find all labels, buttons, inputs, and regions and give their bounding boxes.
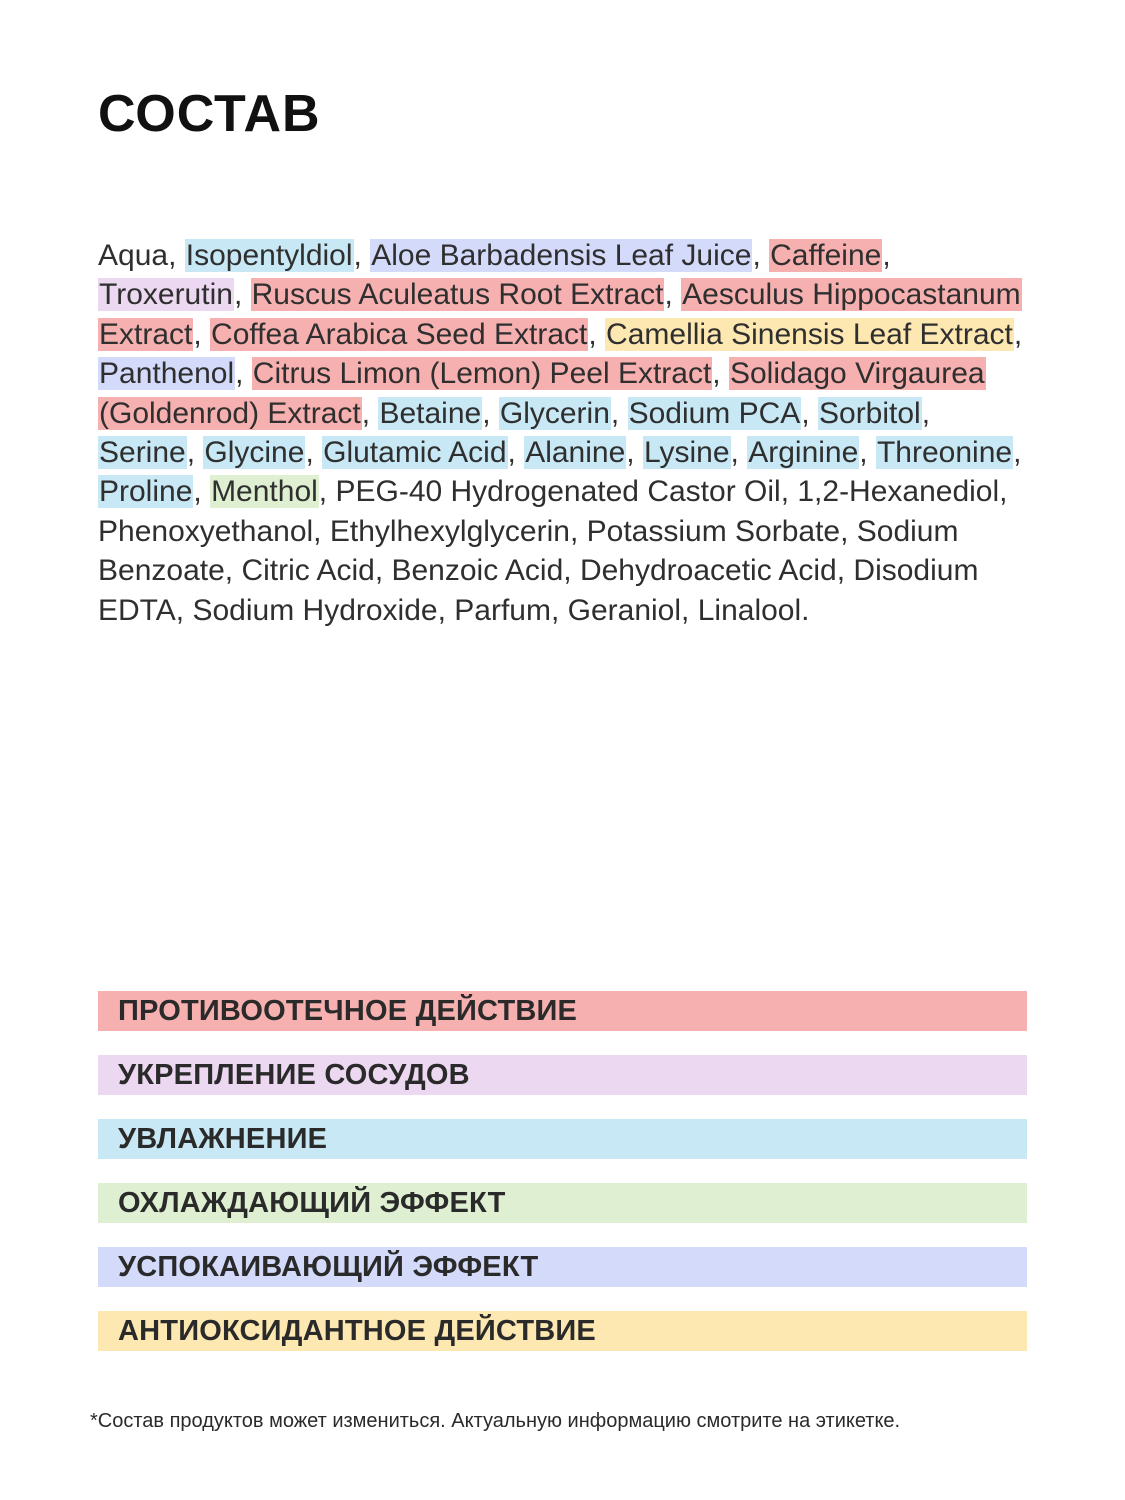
ingredient: Glycerin (499, 396, 610, 430)
ingredient: PEG-40 Hydrogenated Castor Oil (335, 475, 781, 509)
ingredient: Sorbitol (819, 396, 921, 430)
ingredient-separator: , (305, 436, 323, 470)
legend-row-soothing (98, 1247, 1027, 1287)
ingredient-separator: , (610, 396, 628, 430)
ingredient-separator: , (1013, 317, 1023, 351)
legend-label: УСПОКАИВАЮЩИЙ ЭФФЕКТ (118, 1250, 539, 1283)
ingredient: Disodium EDTA (98, 554, 979, 627)
ingredient-separator: , (801, 396, 818, 430)
ingredient-separator: , (193, 475, 211, 509)
ingredient-separator: , (752, 239, 770, 272)
ingredient-separator: , (563, 554, 580, 588)
ingredient: Camellia Sinensis Leaf Extract (606, 317, 1013, 351)
ingredient: Ethylhexylglycerin (329, 514, 570, 548)
ingredient: Lysine (643, 436, 730, 470)
ingredient: Glutamic Acid (323, 436, 507, 470)
ingredient-separator: , (193, 317, 211, 351)
ingredient-separator: , (836, 554, 854, 588)
ingredient: Isopentyldiol (185, 239, 353, 272)
ingredient: Sodium Hydroxide (192, 593, 438, 627)
ingredient-separator: , (235, 357, 252, 391)
legend-label: УКРЕПЛЕНИЕ СОСУДОВ (118, 1058, 470, 1091)
ingredient: Coffea Arabica Seed Extract (211, 317, 588, 351)
ingredient-separator: , (168, 239, 185, 272)
legend-label: УВЛАЖНЕНИЕ (118, 1122, 328, 1155)
ingredient: Benzoic Acid (391, 554, 564, 588)
ingredient-separator: , (626, 436, 643, 470)
ingredient-separator: , (921, 396, 931, 430)
ingredient-separator: , (361, 396, 379, 430)
ingredient: Citrus Limon (Lemon) Peel Extract (252, 357, 712, 391)
ingredient: Potassium Sorbate (586, 514, 841, 548)
ingredient: Aloe Barbadensis Leaf Juice (371, 239, 752, 272)
legend-label: ПРОТИВООТЕЧНОЕ ДЕЙСТВИЕ (118, 994, 578, 1027)
ingredient: Troxerutin (99, 278, 233, 312)
ingredient: Aesculus Hippocastanum Extract (99, 278, 1021, 351)
ingredient-separator: , (588, 317, 606, 351)
ingredient-separator: , (550, 593, 568, 627)
ingredient-separator: , (186, 436, 204, 470)
ingredient: Geraniol (567, 593, 682, 627)
ingredient: Proline (99, 475, 193, 509)
legend-row-moisturizing (98, 1119, 1027, 1159)
legend-row-cooling (98, 1183, 1027, 1223)
ingredient: Phenoxyethanol (98, 514, 314, 548)
legend-row-decongestant (98, 991, 1027, 1031)
ingredient: Linalool (697, 593, 802, 627)
legend-row-vessels (98, 1055, 1027, 1095)
ingredient: Dehydroacetic Acid (579, 554, 837, 588)
ingredient: Sodium PCA (628, 396, 801, 430)
ingredient: Betaine (379, 396, 482, 430)
legend-label: АНТИОКСИДАНТНОЕ ДЕЙСТВИЕ (118, 1314, 596, 1347)
ingredient-separator: . (801, 593, 810, 627)
ingredient: Aqua (98, 239, 169, 272)
ingredient: Glycine (204, 436, 305, 470)
ingredient-separator: , (840, 514, 857, 548)
ingredient-separator: , (1013, 436, 1022, 470)
ingredient-separator: , (313, 514, 330, 548)
ingredient: Citric Acid (241, 554, 375, 588)
ingredient: Threonine (876, 436, 1013, 470)
ingredient: 1,2-Hexanediol (797, 475, 1000, 509)
page-title: СОСТАВ (98, 85, 321, 143)
ingredient: Ruscus Aculeatus Root Extract (251, 278, 664, 312)
ingredient: Panthenol (99, 357, 235, 391)
ingredient-separator: , (507, 436, 525, 470)
ingredient-separator: , (233, 278, 251, 312)
ingredient: Sodium Benzoate (98, 514, 959, 588)
ingredient-separator: , (482, 396, 499, 430)
ingredient: Menthol (211, 475, 318, 509)
ingredient-separator: , (175, 593, 193, 627)
ingredient-separator: , (437, 593, 455, 627)
legend-label: ОХЛАЖДАЮЩИЙ ЭФФЕКТ (118, 1186, 506, 1219)
ingredient-separator: , (882, 239, 891, 272)
ingredient: Caffeine (770, 239, 882, 272)
legend-row-antioxidant (98, 1311, 1027, 1351)
ingredient-separator: , (374, 554, 392, 588)
ingredient: Alanine (525, 436, 626, 470)
ingredient-separator: , (999, 475, 1008, 509)
ingredient-separator: , (780, 475, 798, 509)
ingredient: Arginine (748, 436, 859, 470)
ingredient-separator: , (681, 593, 698, 627)
ingredient: Parfum (454, 593, 551, 627)
ingredients-list (98, 236, 1033, 630)
ingredient: Serine (99, 436, 186, 470)
legend (98, 991, 1027, 1375)
ingredient-separator: , (859, 436, 876, 470)
ingredient: Solidago Virgaurea (Goldenrod) Extract (99, 357, 985, 430)
ingredient-separator: , (353, 239, 371, 272)
ingredient-separator: , (224, 554, 242, 588)
footnote: *Состав продуктов может измениться. Актуальную информацию смотрите на этикетке. (90, 1410, 901, 1432)
ingredient-separator: , (712, 357, 729, 391)
ingredient-separator: , (730, 436, 748, 470)
ingredient-separator: , (664, 278, 682, 312)
ingredient-separator: , (569, 514, 587, 548)
ingredient-separator: , (318, 475, 336, 509)
